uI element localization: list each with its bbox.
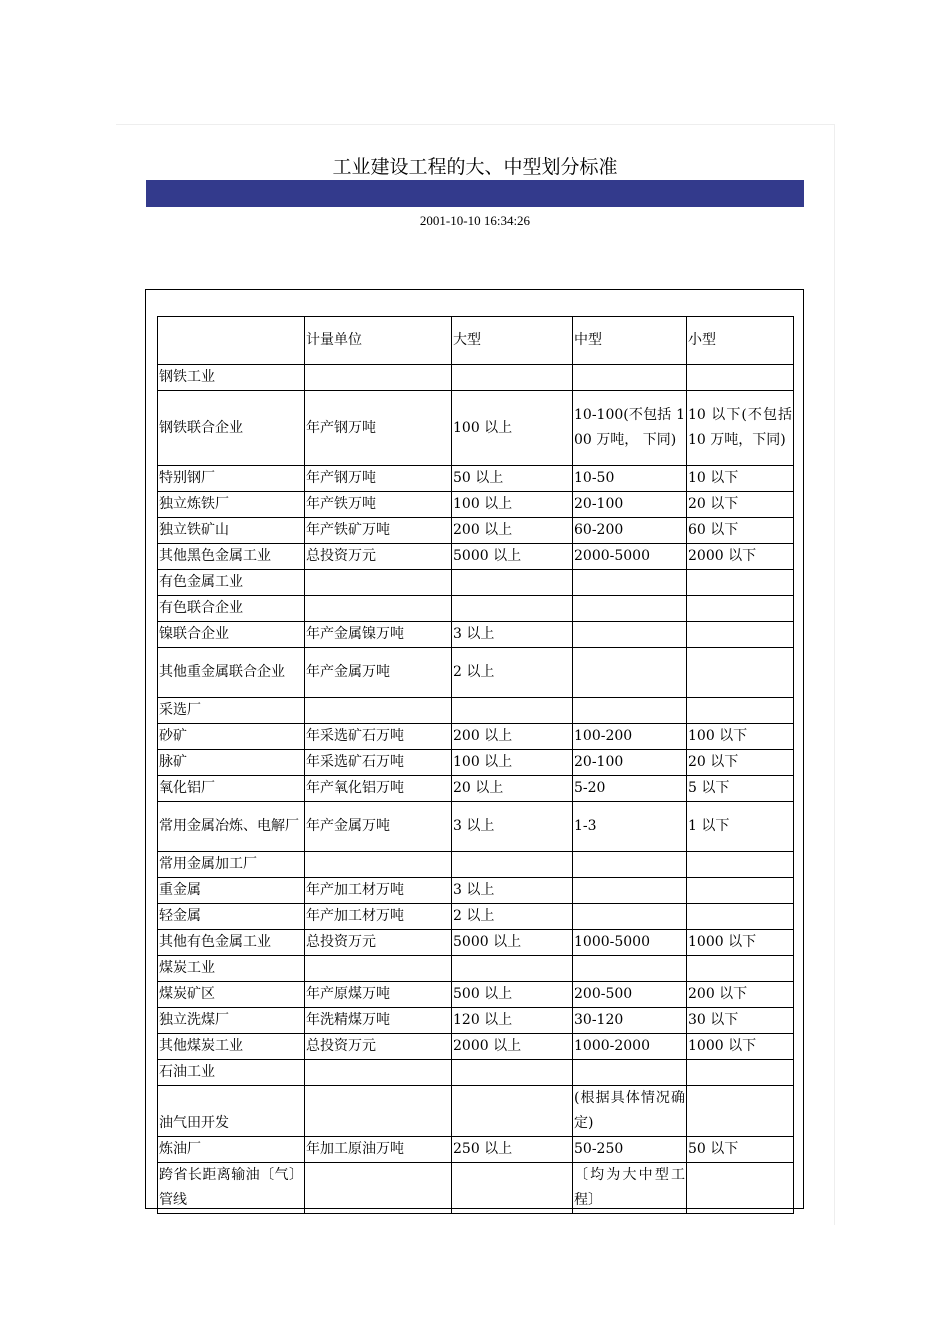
row-unit: 年产加工材万吨 [305, 878, 452, 904]
header-cell: 大型 [452, 317, 573, 365]
row-small: 1000 以下 [687, 1034, 794, 1060]
row-unit: 年产钢万吨 [305, 466, 452, 492]
row-name: 采选厂 [158, 698, 305, 724]
row-small: 10 以下 [687, 466, 794, 492]
row-large [452, 570, 573, 596]
row-unit: 年加工原油万吨 [305, 1137, 452, 1163]
row-name: 其他煤炭工业 [158, 1034, 305, 1060]
row-small: 20 以下 [687, 492, 794, 518]
row-unit: 总投资万元 [305, 930, 452, 956]
table-row [158, 570, 794, 596]
row-small: 1000 以下 [687, 930, 794, 956]
row-name: 特别钢厂 [158, 466, 305, 492]
table-row [158, 518, 794, 544]
row-unit [305, 1060, 452, 1086]
row-large: 2 以上 [452, 648, 573, 698]
row-large: 5000 以上 [452, 930, 573, 956]
publish-timestamp: 2001-10-10 16:34:26 [419, 213, 531, 228]
row-large [452, 1086, 573, 1137]
table-row [158, 956, 794, 982]
row-unit: 年产原煤万吨 [305, 982, 452, 1008]
row-unit [305, 365, 452, 391]
table-row [158, 544, 794, 570]
row-unit [305, 698, 452, 724]
row-name: 氧化铝厂 [158, 776, 305, 802]
row-medium: 200-500 [573, 982, 687, 1008]
row-small: 20 以下 [687, 750, 794, 776]
row-medium: 10-50 [573, 466, 687, 492]
table-row [158, 802, 794, 852]
row-small [687, 698, 794, 724]
row-medium [573, 622, 687, 648]
row-unit: 年产金属万吨 [305, 802, 452, 852]
row-name: 脉矿 [158, 750, 305, 776]
row-small: 1 以下 [687, 802, 794, 852]
row-large [452, 1060, 573, 1086]
row-name: 重金属 [158, 878, 305, 904]
row-large: 100 以上 [452, 492, 573, 518]
row-name: 轻金属 [158, 904, 305, 930]
row-medium: 1000-2000 [573, 1034, 687, 1060]
row-medium: 100-200 [573, 724, 687, 750]
row-name: 其他黑色金属工业 [158, 544, 305, 570]
row-medium [573, 365, 687, 391]
row-medium [573, 904, 687, 930]
row-medium [573, 570, 687, 596]
row-small [687, 1163, 794, 1214]
row-large: 5000 以上 [452, 544, 573, 570]
row-unit: 年产铁万吨 [305, 492, 452, 518]
row-large: 20 以上 [452, 776, 573, 802]
row-small: 50 以下 [687, 1137, 794, 1163]
row-medium: 30-120 [573, 1008, 687, 1034]
row-small [687, 878, 794, 904]
classification-table [157, 316, 794, 1214]
table-row [158, 648, 794, 698]
row-medium: 1000-5000 [573, 930, 687, 956]
header-cell [158, 317, 305, 365]
row-unit: 年产氧化铝万吨 [305, 776, 452, 802]
row-name: 有色金属工业 [158, 570, 305, 596]
table-row [158, 1060, 794, 1086]
row-medium: 10-100(不包括 100 万吨， 下同) [573, 391, 687, 466]
table-row [158, 982, 794, 1008]
row-large [452, 698, 573, 724]
row-large: 2 以上 [452, 904, 573, 930]
row-name: 常用金属加工厂 [158, 852, 305, 878]
row-large: 2000 以上 [452, 1034, 573, 1060]
row-name: 油气田开发 [158, 1086, 305, 1137]
row-name: 煤炭矿区 [158, 982, 305, 1008]
table-row [158, 930, 794, 956]
row-medium [573, 1060, 687, 1086]
table-row [158, 492, 794, 518]
table-row [158, 596, 794, 622]
row-small [687, 365, 794, 391]
table-row [158, 466, 794, 492]
row-name: 其他重金属联合企业 [158, 648, 305, 698]
row-medium: 〔均为大中型工程〕 [573, 1163, 687, 1214]
table-row [158, 776, 794, 802]
row-unit: 总投资万元 [305, 544, 452, 570]
row-medium [573, 698, 687, 724]
row-medium: 20-100 [573, 492, 687, 518]
row-large: 500 以上 [452, 982, 573, 1008]
table-row [158, 878, 794, 904]
row-unit: 年产金属镍万吨 [305, 622, 452, 648]
row-name: 其他有色金属工业 [158, 930, 305, 956]
table-row [158, 1086, 794, 1137]
row-small: 10 以下(不包括 10 万吨，下同) [687, 391, 794, 466]
row-unit [305, 596, 452, 622]
table-row [158, 622, 794, 648]
table-row [158, 724, 794, 750]
row-small [687, 596, 794, 622]
row-name: 镍联合企业 [158, 622, 305, 648]
row-unit: 年洗精煤万吨 [305, 1008, 452, 1034]
row-medium: 2000-5000 [573, 544, 687, 570]
row-large: 3 以上 [452, 802, 573, 852]
row-small [687, 570, 794, 596]
row-medium: 60-200 [573, 518, 687, 544]
table-header-row [158, 317, 794, 365]
row-small: 100 以下 [687, 724, 794, 750]
row-medium: 50-250 [573, 1137, 687, 1163]
row-unit: 年产加工材万吨 [305, 904, 452, 930]
row-name: 独立洗煤厂 [158, 1008, 305, 1034]
row-large: 3 以上 [452, 878, 573, 904]
row-unit: 年产铁矿万吨 [305, 518, 452, 544]
row-small [687, 648, 794, 698]
row-unit: 年产钢万吨 [305, 391, 452, 466]
table-row [158, 904, 794, 930]
row-small: 60 以下 [687, 518, 794, 544]
row-name: 独立铁矿山 [158, 518, 305, 544]
row-large: 100 以上 [452, 391, 573, 466]
row-name: 钢铁联合企业 [158, 391, 305, 466]
title-bar [146, 180, 804, 207]
row-name: 炼油厂 [158, 1137, 305, 1163]
row-unit [305, 956, 452, 982]
row-small [687, 1086, 794, 1137]
row-large: 200 以上 [452, 724, 573, 750]
row-medium: 20-100 [573, 750, 687, 776]
row-name: 石油工业 [158, 1060, 305, 1086]
row-large: 250 以上 [452, 1137, 573, 1163]
row-unit [305, 1086, 452, 1137]
row-medium [573, 852, 687, 878]
row-small [687, 1060, 794, 1086]
row-medium [573, 648, 687, 698]
row-small [687, 904, 794, 930]
table-row [158, 1137, 794, 1163]
table-row [158, 391, 794, 466]
table-row [158, 1008, 794, 1034]
row-medium [573, 878, 687, 904]
row-name: 砂矿 [158, 724, 305, 750]
row-medium [573, 956, 687, 982]
row-large [452, 852, 573, 878]
row-small [687, 622, 794, 648]
row-small [687, 852, 794, 878]
row-medium: 5-20 [573, 776, 687, 802]
row-large: 100 以上 [452, 750, 573, 776]
row-large [452, 956, 573, 982]
row-unit [305, 570, 452, 596]
row-name: 独立炼铁厂 [158, 492, 305, 518]
header-cell: 小型 [687, 317, 794, 365]
table-row [158, 365, 794, 391]
page-title: 工业建设工程的大、中型划分标准 [332, 156, 618, 178]
row-name: 跨省长距离输油〔气〕管线 [158, 1163, 305, 1214]
row-large [452, 365, 573, 391]
table-row [158, 750, 794, 776]
row-unit: 总投资万元 [305, 1034, 452, 1060]
row-unit [305, 1163, 452, 1214]
row-name: 钢铁工业 [158, 365, 305, 391]
row-name: 有色联合企业 [158, 596, 305, 622]
row-small: 5 以下 [687, 776, 794, 802]
row-name: 煤炭工业 [158, 956, 305, 982]
row-medium: (根据具体情况确定) [573, 1086, 687, 1137]
row-large [452, 596, 573, 622]
row-large [452, 1163, 573, 1214]
table-row [158, 698, 794, 724]
row-medium [573, 596, 687, 622]
row-unit: 年产金属万吨 [305, 648, 452, 698]
row-small: 30 以下 [687, 1008, 794, 1034]
row-large: 120 以上 [452, 1008, 573, 1034]
row-small: 2000 以下 [687, 544, 794, 570]
row-small [687, 956, 794, 982]
row-large: 3 以上 [452, 622, 573, 648]
table-row [158, 1163, 794, 1214]
header-cell: 中型 [573, 317, 687, 365]
header-cell: 计量单位 [305, 317, 452, 365]
row-unit: 年采选矿石万吨 [305, 750, 452, 776]
row-unit [305, 852, 452, 878]
row-medium: 1-3 [573, 802, 687, 852]
table-row [158, 1034, 794, 1060]
row-large: 200 以上 [452, 518, 573, 544]
table-row [158, 852, 794, 878]
row-large: 50 以上 [452, 466, 573, 492]
row-name: 常用金属冶炼、电解厂 [158, 802, 305, 852]
row-small: 200 以下 [687, 982, 794, 1008]
row-unit: 年采选矿石万吨 [305, 724, 452, 750]
